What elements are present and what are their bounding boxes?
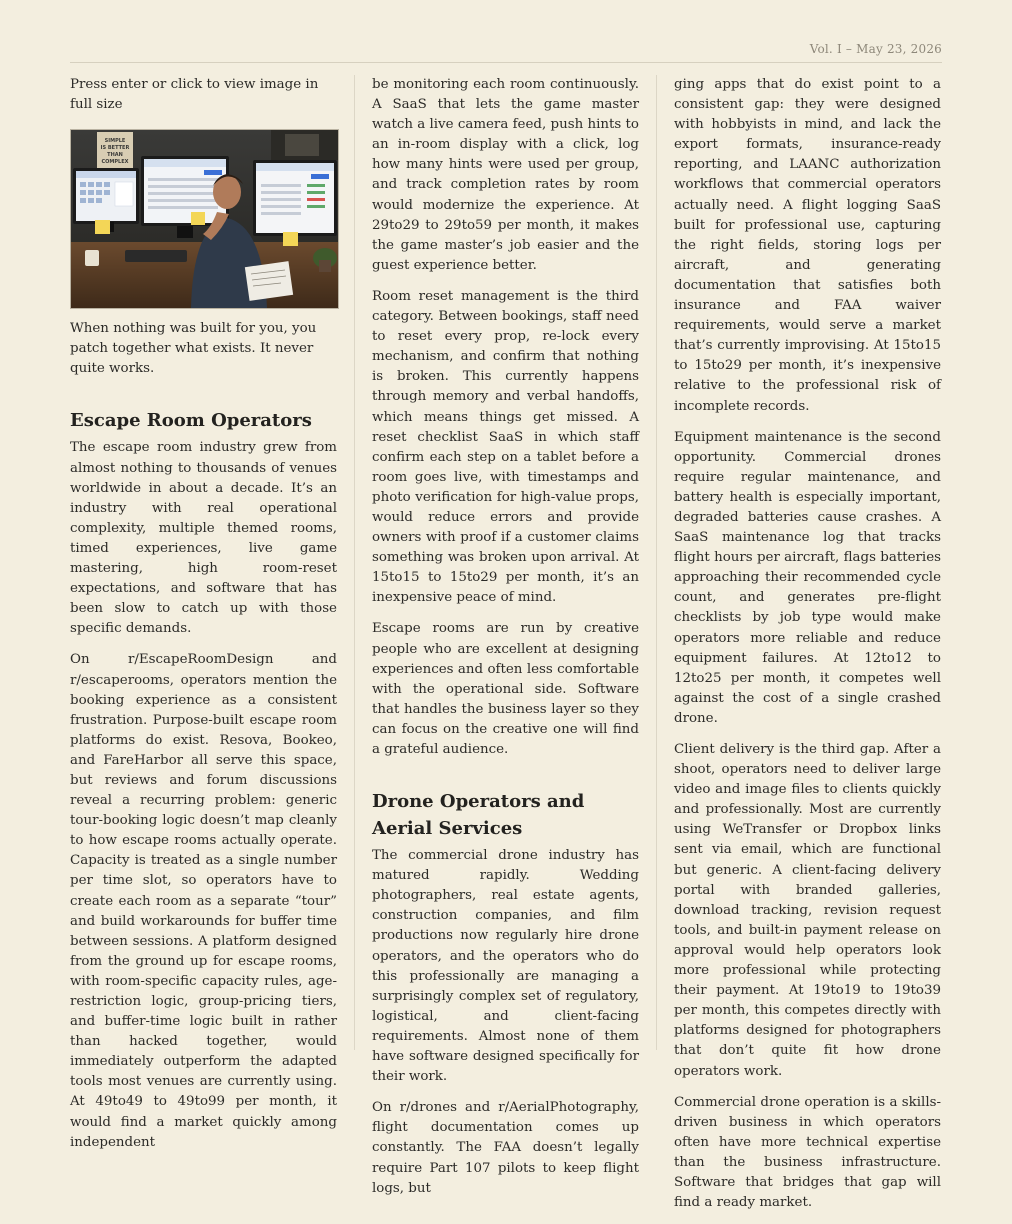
paragraph: Commercial drone operation is a skills-driven business in which operators often have more technical expertise than the business infrastructure. Software that bridges that gap will find a ready market.	[674, 1094, 941, 1211]
poster-text: SIMPLE	[104, 138, 126, 145]
issue-date: Vol. I – May 23, 2026	[809, 42, 942, 56]
paragraph: be monitoring each room continuously. A SaaS that lets the game master watch a live camera feed, push hints to an in-room display with a click, log how many hints were used per group, and track completion rates by room would modernize the experience. At 29to29 to 29to59 per month, it makes the game master’s job easier and the guest experience better.	[372, 77, 639, 273]
paragraph: Escape rooms are run by creative people who are excellent at designing experiences and often less comfortable with the operational side. Software that handles the business layer so they can focus on the creative one will find a grateful audience.	[372, 621, 639, 757]
column-1	[70, 75, 337, 1164]
column-divider	[656, 75, 657, 1050]
svg-text:COMPLEX: COMPLEX	[101, 159, 129, 166]
paragraph: The commercial drone industry has matured rapidly. Wedding photographers, real estate agents, construction companies, and film productions now regularly hire drone operators, and the operators who do this professionally are managing a surprisingly complex set of regulatory, logistical, and client-facing requirements. Almost none of them have software designed specifically for their work.	[372, 848, 639, 1085]
image-caption: When nothing was built for you, you patch together what exists. It never quite works.	[70, 321, 317, 377]
office-illustration	[71, 130, 338, 308]
column-3	[674, 75, 941, 1224]
svg-text:IS BETTER: IS BETTER	[100, 145, 130, 152]
column-2	[372, 75, 639, 1210]
section-heading: Drone Operators and Aerial Services	[372, 791, 585, 840]
paragraph: Room reset management is the third category. Between bookings, staff need to reset every prop, re-lock every mechanism, and confirm that nothing is broken. This currently happens through memory and verbal handoffs, which means things get missed. A reset checklist SaaS in which staff confirm each step on a tablet before a room goes live, with timestamps and photo verification for high-value props, would reduce errors and provide owners with proof if a customer claims something was broken upon arrival. At 15to15 to 15to29 per month, it’s an inexpensive peace of mind.	[372, 288, 639, 606]
column-divider	[354, 75, 355, 1050]
paragraph: On r/EscapeRoomDesign and r/escaperooms, operators mention the booking experience as a consistent frustration. Purpose-built escape room platforms do exist. Resova, Bookeo, and FareHarbor all serve this space, but reviews and forum discussions reveal a recurring problem: generic tour-booking logic doesn’t map cleanly to how escape rooms actually operate. Capacity is treated as a single number per time slot, so operators have to create each room as a separate “tour” and build workarounds for buffer time between sessions. A platform designed from the ground up for escape rooms, with room-specific capacity rules, age-restriction logic, group-pricing tiers, and buffer-time logic built in rather than hacked together, would immediately outperform the adapted tools most venues are currently using. At 49to49 to 49to99 per month, it would find a market quickly among independent	[70, 652, 337, 1150]
section-heading: Escape Room Operators	[70, 410, 312, 432]
masthead	[70, 36, 942, 63]
paragraph: Client delivery is the third gap. After a shoot, operators need to deliver large video and image files to clients quickly and professionally. Most are currently using WeTransfer or Dropbox links sent via email, which are functional but generic. A client-facing delivery portal with branded galleries, download tracking, revision request tools, and built-in payment release on approval would help operators look more professional while protecting their payment. At 19to19 to 19to39 per month, this competes directly with platforms designed for photographers that don’t quite fit how drone operators work.	[674, 742, 941, 1079]
paragraph: On r/drones and r/AerialPhotography, flight documentation comes up constantly. The FAA doesn’t legally require Part 107 pilots to keep flight logs, but	[372, 1100, 639, 1196]
paragraph: ging apps that do exist point to a consistent gap: they were designed with hobbyists in mind, and lack the export formats, insurance-ready reporting, and LAANC authorization workflows that commercial operators actually need. A flight logging SaaS built for professional use, capturing the right fields, storing logs per aircraft, and generating documentation that satisfies both insurance and FAA waiver requirements, would serve a market that’s currently improvising. At 15to15 to 15to29 per month, it’s inexpensive relative to the professional risk of incomplete records.	[674, 77, 941, 414]
article-image[interactable]	[70, 129, 339, 309]
paragraph: The escape room industry grew from almost nothing to thousands of venues worldwide in about a decade. It’s an industry with real operational complexity, multiple themed rooms, timed experiences, live game mastering, high room-reset expectations, and software that has been slow to catch up with those specific demands.	[70, 440, 337, 637]
image-zoom-hint[interactable]: Press enter or click to view image in full size	[70, 77, 319, 113]
svg-text:THAN: THAN	[107, 152, 123, 159]
paragraph: Equipment maintenance is the second opportunity. Commercial drones require regular maintenance, and battery health is especially important, degraded batteries cause crashes. A SaaS maintenance log that tracks flight hours per aircraft, flags batteries approaching their recommended cycle count, and generates pre-flight checklists by job type would make operators more reliable and reduce equipment failures. At 12to12 to 12to25 per month, it competes well against the cost of a single crashed drone.	[674, 429, 941, 726]
